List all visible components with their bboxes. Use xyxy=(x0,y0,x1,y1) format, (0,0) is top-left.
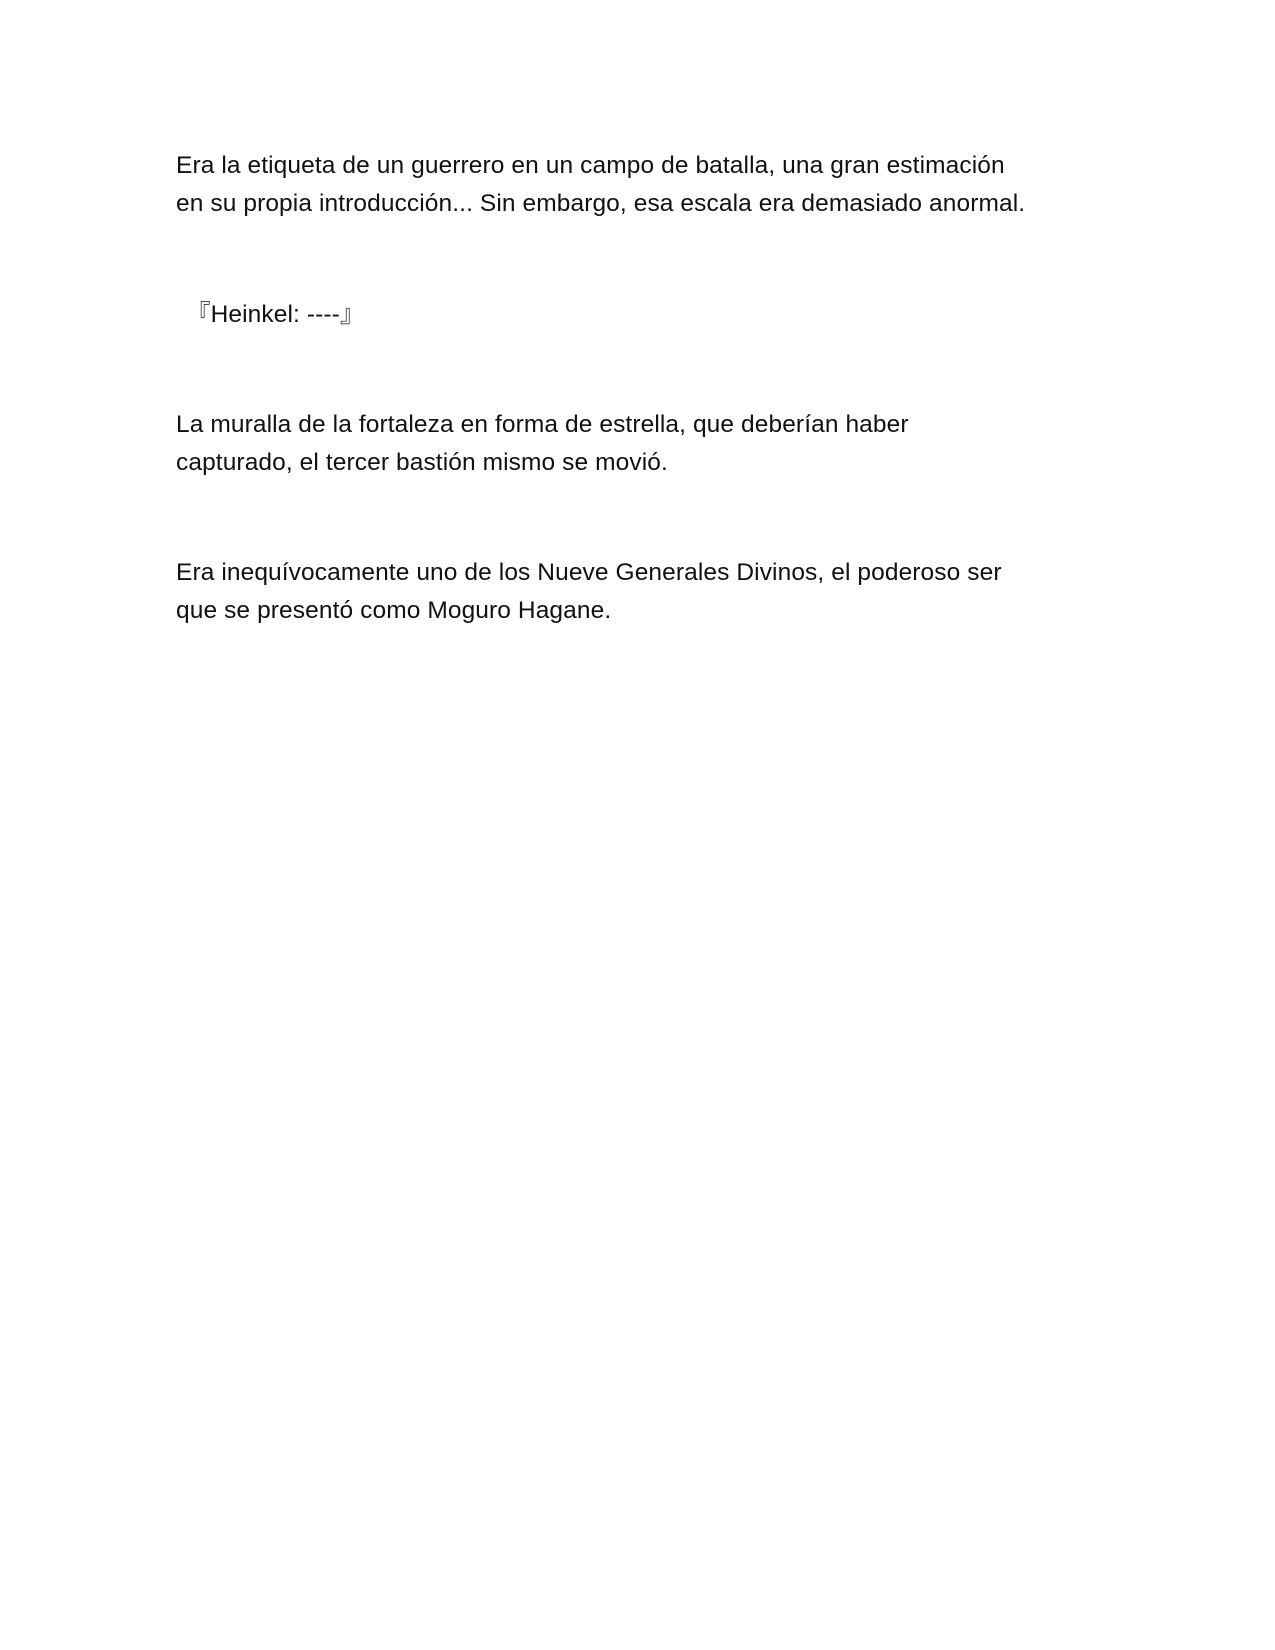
paragraph-line: Era la etiqueta de un guerrero en un campo de batalla, una gran estimación xyxy=(176,152,1005,179)
paragraph-3 xyxy=(176,406,1106,482)
dialogue-line xyxy=(186,296,1116,334)
paragraph-line: Era inequívocamente uno de los Nueve Generales Divinos, el poderoso ser xyxy=(176,559,1002,586)
paragraph-4 xyxy=(176,554,1106,630)
paragraph-line: capturado, el tercer bastión mismo se movió. xyxy=(176,449,668,476)
paragraph-1 xyxy=(176,147,1106,223)
paragraph-line: 『Heinkel: ----』 xyxy=(186,301,365,328)
paragraph-line: La muralla de la fortaleza en forma de estrella, que deberían haber xyxy=(176,411,909,438)
paragraph-line: que se presentó como Moguro Hagane. xyxy=(176,597,612,624)
paragraph-line: en su propia introducción... Sin embargo, esa escala era demasiado anormal. xyxy=(176,190,1026,217)
